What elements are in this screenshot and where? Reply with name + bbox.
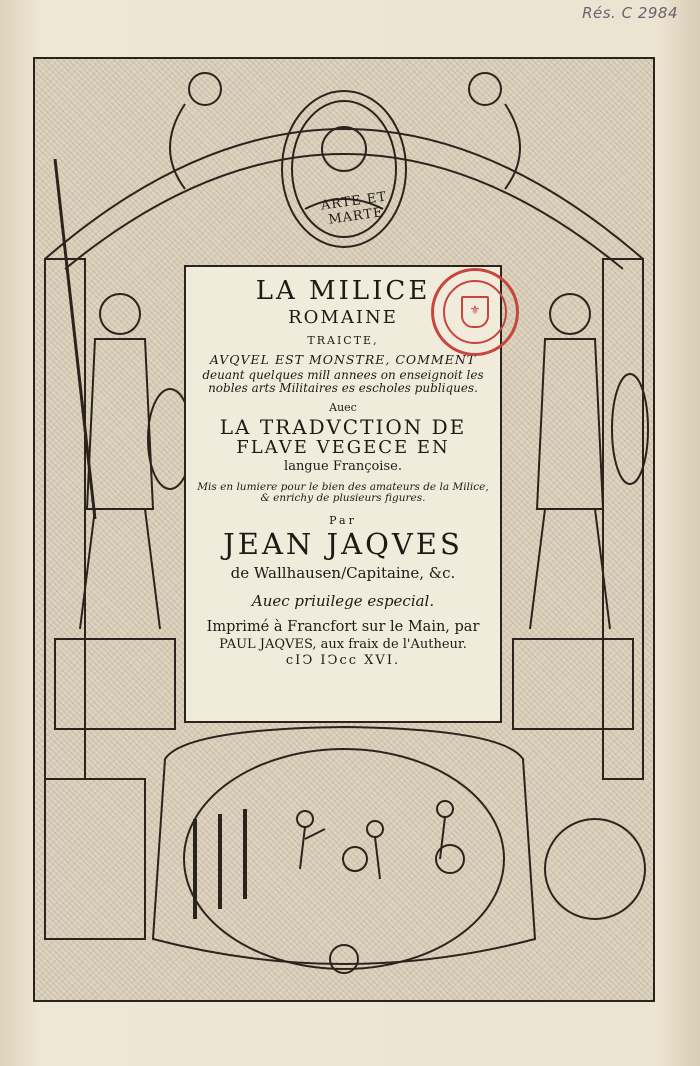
- title-line-9: langue Françoise.: [284, 458, 402, 474]
- title-line-1: LA MILICE: [255, 276, 431, 306]
- portrait-head: [322, 127, 366, 171]
- right-cherub: [469, 73, 501, 105]
- left-pedestal: [55, 639, 175, 729]
- portrait-motto: ARTE ET MARTE: [320, 189, 388, 228]
- title-line-5: deuant quelques mill annees on enseignoit les nobles arts Militaires es escholes publiques.: [202, 368, 484, 396]
- left-warrior-figure: [55, 159, 192, 629]
- stamp-inner-ring: [443, 280, 507, 344]
- title-line-8: FLAVE VEGECE EN: [236, 436, 450, 458]
- title-line-7: LA TRADVCTION DE: [219, 414, 467, 439]
- right-shield-trophy: [545, 819, 645, 919]
- left-armor-trophy: [45, 779, 145, 939]
- fleur-de-lis-icon: ⚜: [461, 296, 489, 328]
- right-pedestal: [513, 639, 633, 729]
- printer-line: PAUL JAQVES, aux fraix de l'Autheur.: [219, 636, 467, 652]
- imprint-line: Imprimé à Francfort sur le Main, par: [206, 618, 480, 635]
- left-cherub: [189, 73, 221, 105]
- right-warrior-figure: [530, 294, 648, 629]
- author-name: JEAN JAQVES: [223, 526, 463, 561]
- title-line-3: TRAICTE,: [307, 334, 379, 348]
- right-column: [603, 259, 643, 779]
- title-line-10: Mis en lumiere pour le bien des amateurs de la Milice, & enrichy de plusieurs figures.: [197, 480, 489, 505]
- lower-cartouche: [153, 727, 535, 964]
- left-column: [45, 259, 85, 779]
- privilege-line: Auec priuilege especial.: [251, 592, 435, 611]
- shelfmark: Rés. C 2984: [582, 4, 678, 22]
- title-line-4: AVQVEL EST MONSTRE, COMMENT: [209, 352, 477, 368]
- title-line-11: Par: [329, 513, 357, 527]
- title-line-6: Auec: [329, 400, 357, 414]
- library-stamp: [431, 268, 519, 356]
- author-title: de Wallhausen/Capitaine, &c.: [230, 563, 456, 582]
- date-line: cIↃ IↃcc XVI.: [285, 653, 401, 669]
- arch: [45, 129, 643, 259]
- title-line-2: ROMAINE: [288, 306, 398, 328]
